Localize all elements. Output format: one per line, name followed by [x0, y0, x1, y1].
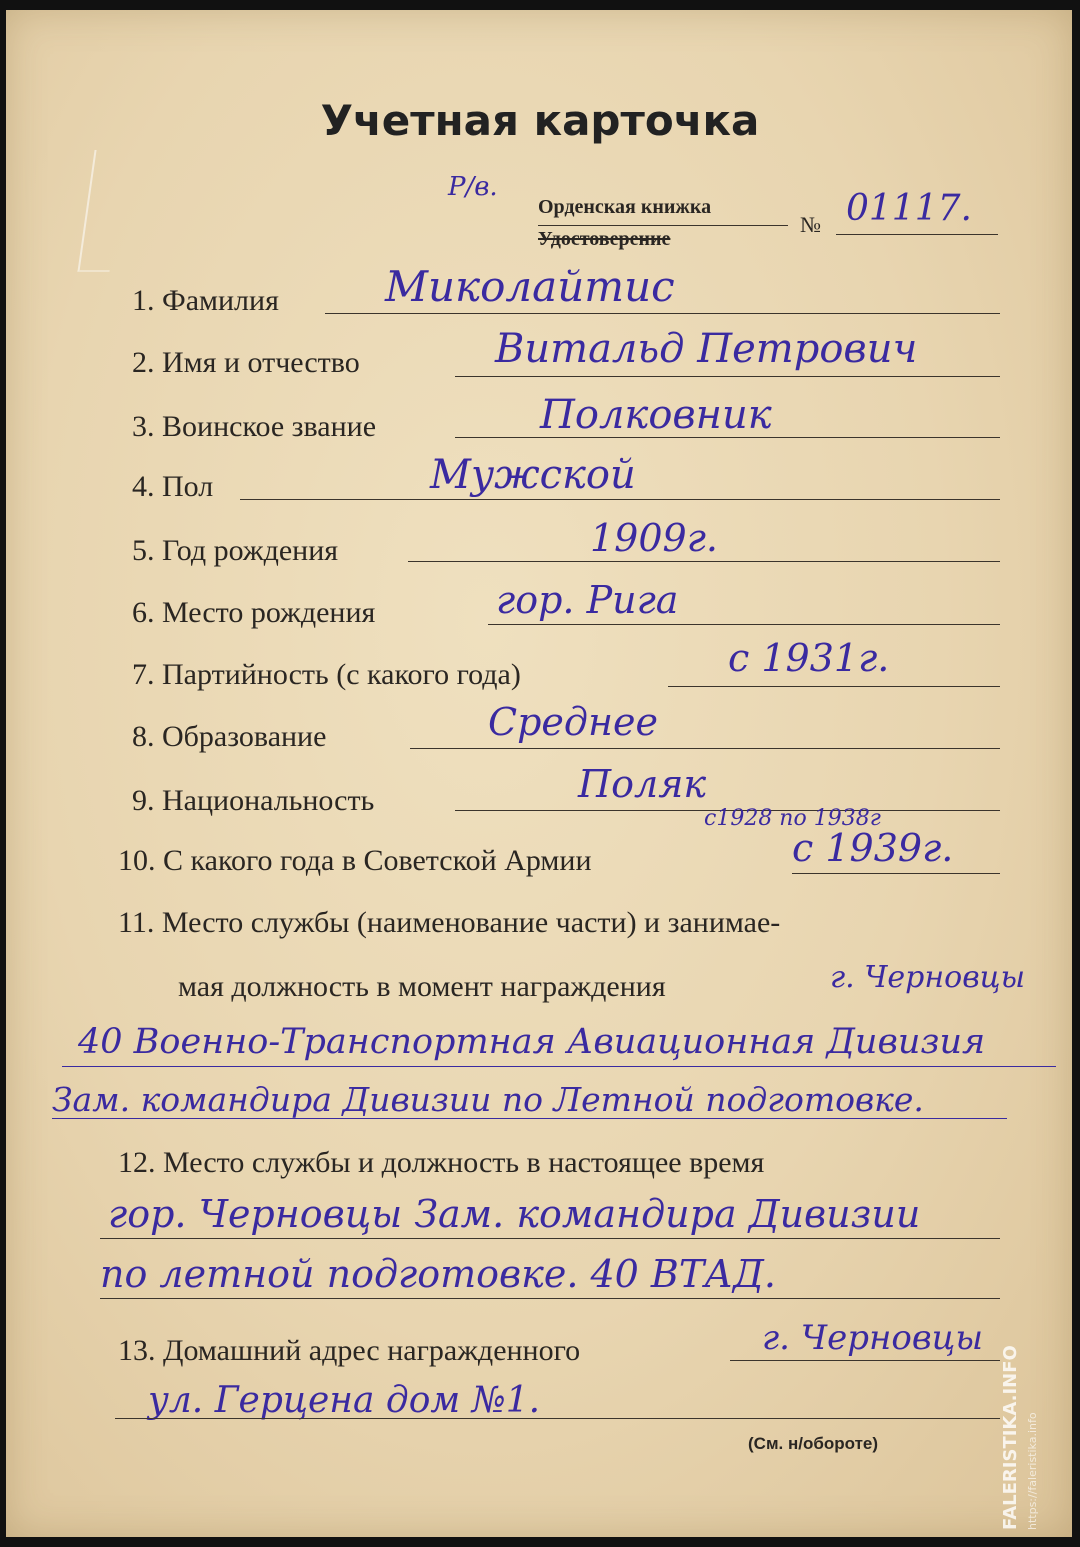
field-value-address-city: г. Черновцы — [762, 1318, 984, 1358]
field-value-party: с 1931г. — [728, 636, 890, 680]
field-label-rank: 3. Воинское звание — [132, 410, 377, 443]
field-line-army — [792, 873, 1000, 874]
field-value-service-unit: 40 Военно-Транспортная Авиационная Дивизия — [78, 1022, 986, 1062]
field-value-service-position: Зам. командира Дивизии по Летной подготовке. — [52, 1080, 924, 1119]
doc-type-struck: Удостоверение — [538, 228, 671, 250]
field-line-current-1 — [100, 1238, 1000, 1239]
number-value: 01117. — [846, 188, 972, 229]
field-line-birth-year — [408, 561, 1000, 562]
site-watermark — [1000, 1330, 1060, 1530]
field-label-service-line1: 11. Место службы (наименование части) и занимае- — [118, 906, 781, 939]
field-line-address-2 — [115, 1418, 1000, 1419]
field-label-sex: 4. Пол — [132, 470, 214, 503]
field-line-current-2 — [100, 1298, 1000, 1299]
doc-type-divider — [538, 225, 788, 226]
field-line-service-unit — [62, 1066, 1056, 1067]
field-label-name: 2. Имя и отчество — [132, 346, 360, 379]
number-label: № — [800, 212, 821, 237]
field-label-service-line2: мая должность в момент награждения — [178, 970, 666, 1003]
field-line-name — [455, 376, 1000, 377]
field-note-army: с1928 по 1938г — [704, 806, 881, 831]
field-line-education — [410, 748, 1000, 749]
field-label-army: 10. С какого года в Советской Армии — [118, 844, 592, 877]
field-line-surname — [325, 313, 1000, 314]
see-reverse-note: (См. н/обороте) — [748, 1434, 879, 1453]
watermark-url: https://faleristika.info — [1026, 1412, 1039, 1530]
field-value-sex: Мужской — [430, 452, 636, 498]
field-value-army: с 1939г. — [792, 826, 954, 870]
field-line-birthplace — [488, 624, 1000, 625]
field-label-education: 8. Образование — [132, 720, 327, 753]
field-label-nationality: 9. Национальность — [132, 784, 375, 817]
field-line-sex — [240, 499, 1000, 500]
field-line-service-position — [52, 1118, 1007, 1119]
field-value-nationality: Поляк — [578, 762, 707, 806]
field-value-education: Среднее — [488, 700, 658, 744]
field-value-birth-year: 1909г. — [590, 516, 718, 560]
field-value-name: Витальд Петрович — [495, 326, 918, 372]
field-value-address-street: ул. Герцена дом №1. — [148, 1380, 541, 1421]
field-value-current-line1: гор. Черновцы Зам. командира Дивизии — [108, 1192, 921, 1236]
field-value-surname: Миколайтис — [385, 262, 675, 311]
card-title: Учетная карточка — [320, 96, 760, 145]
field-label-address: 13. Домашний адрес награжденного — [118, 1334, 581, 1367]
field-line-party — [668, 686, 1000, 687]
prefix-note: Р/в. — [448, 172, 498, 202]
field-line-address-1 — [730, 1360, 1000, 1361]
field-label-party: 7. Партийность (с какого года) — [132, 658, 521, 691]
field-value-current-line2: по летной подготовке. 40 ВТАД. — [100, 1252, 776, 1296]
field-label-surname: 1. Фамилия — [132, 284, 279, 317]
doc-type: Орденская книжка — [538, 196, 712, 218]
paper-crease — [77, 150, 126, 272]
watermark-brand: FALERISTIKA.INFO — [1000, 1345, 1021, 1530]
field-label-birth-year: 5. Год рождения — [132, 534, 339, 567]
number-line — [836, 234, 998, 235]
field-value-service-city: г. Черновцы — [830, 960, 1026, 995]
field-label-current: 12. Место службы и должность в настоящее время — [118, 1146, 765, 1179]
field-value-rank: Полковник — [540, 392, 772, 438]
field-label-birthplace: 6. Место рождения — [132, 596, 376, 629]
field-value-birthplace: гор. Рига — [496, 578, 679, 622]
